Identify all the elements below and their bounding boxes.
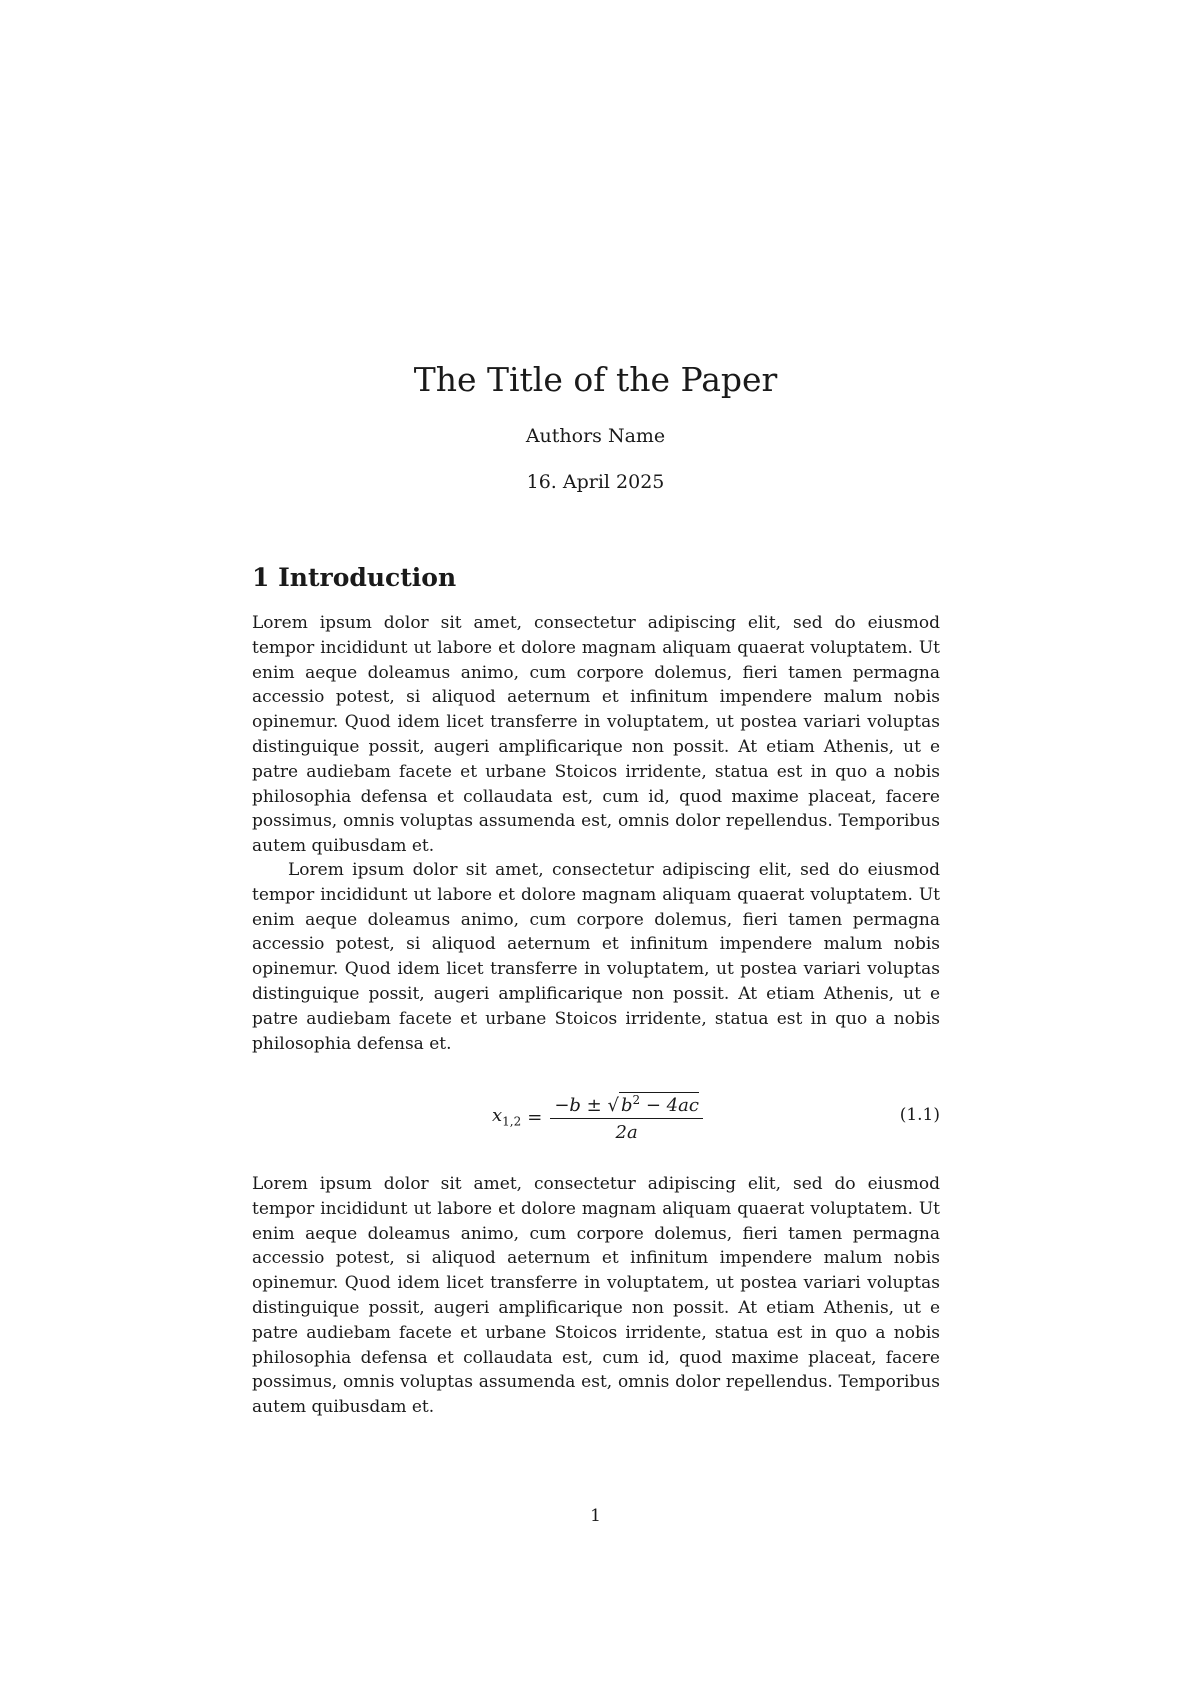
author-name: Authors Name — [525, 425, 666, 447]
fraction-denominator: 2a — [615, 1121, 638, 1143]
equation-lhs — [492, 1105, 521, 1129]
paragraph-3: Lorem ipsum dolor sit amet, consectetur adipiscing elit, sed do eiusmod tempor incididunt ut labore et dolore magnam aliquam quaerat voluptatem. Ut enim aeque doleamus animo, cum corpore dolemus, fieri tamen permagna accessio potest, si aliquod aeternum et infinitum impendere malum nobis opinemur. Quod idem licet transferre in voluptatem, ut postea variari voluptas distinguique possit, augeri amplificarique non possit. At etiam Athenis, ut e patre audiebam facete et urbane Stoicos irridente, statua est in quo a nobis philosophia defensa et collaudata est, cum id, quod maxime placeat, facere possimus, omnis voluptas assumenda est, omnis dolor repellendus. Temporibus autem quibusdam et. — [252, 1174, 940, 1418]
numerator-prefix: −b ± — [554, 1094, 608, 1116]
paragraph-1: Lorem ipsum dolor sit amet, consectetur adipiscing elit, sed do eiusmod tempor incididunt ut labore et dolore magnam aliquam quaerat voluptatem. Ut enim aeque doleamus animo, cum corpore dolemus, fieri tamen permagna accessio potest, si aliquod aeternum et infinitum impendere malum nobis opinemur. Quod idem licet transferre in voluptatem, ut postea variari voluptas distinguique possit, augeri amplificarique non possit. At etiam Athenis, ut e patre audiebam facete et urbane Stoicos irridente, statua est in quo a nobis philosophia defensa et collaudata est, cum id, quod maxime placeat, facere possimus, omnis voluptas assumenda est, omnis dolor repellendus. Temporibus autem quibusdam et. — [252, 613, 940, 857]
paragraph-2: Lorem ipsum dolor sit amet, consectetur adipiscing elit, sed do eiusmod tempor incididunt ut labore et dolore magnam aliquam quaerat voluptatem. Ut enim aeque doleamus animo, cum corpore dolemus, fieri tamen permagna accessio potest, si aliquod aeternum et infinitum impendere malum nobis opinemur. Quod idem licet transferre in voluptatem, ut postea variari voluptas distinguique possit, augeri amplificarique non possit. At etiam Athenis, ut e patre audiebam facete et urbane Stoicos irridente, statua est in quo a nobis philosophia defensa et. — [252, 860, 940, 1054]
publication-date: 16. April 2025 — [526, 471, 665, 493]
fraction — [550, 1092, 703, 1143]
equation-block — [252, 1088, 940, 1146]
lhs-subscript: 1,2 — [502, 1114, 522, 1129]
radicand-exponent: 2 — [632, 1092, 641, 1107]
paper-title: The Title of the Paper — [413, 360, 778, 399]
radicand-base: b — [620, 1094, 633, 1116]
sqrt-radical-icon: √ — [607, 1094, 619, 1116]
section-heading: 1 Introduction — [252, 563, 457, 592]
fraction-numerator — [550, 1092, 703, 1119]
lhs-variable: x — [492, 1105, 503, 1127]
page-number: 1 — [590, 1506, 601, 1526]
radicand-rest: − 4ac — [640, 1094, 699, 1116]
quadratic-formula — [492, 1088, 703, 1146]
equation-number: (1.1) — [899, 1105, 940, 1125]
sqrt-radicand — [619, 1092, 699, 1116]
equals-sign: = — [527, 1106, 543, 1128]
